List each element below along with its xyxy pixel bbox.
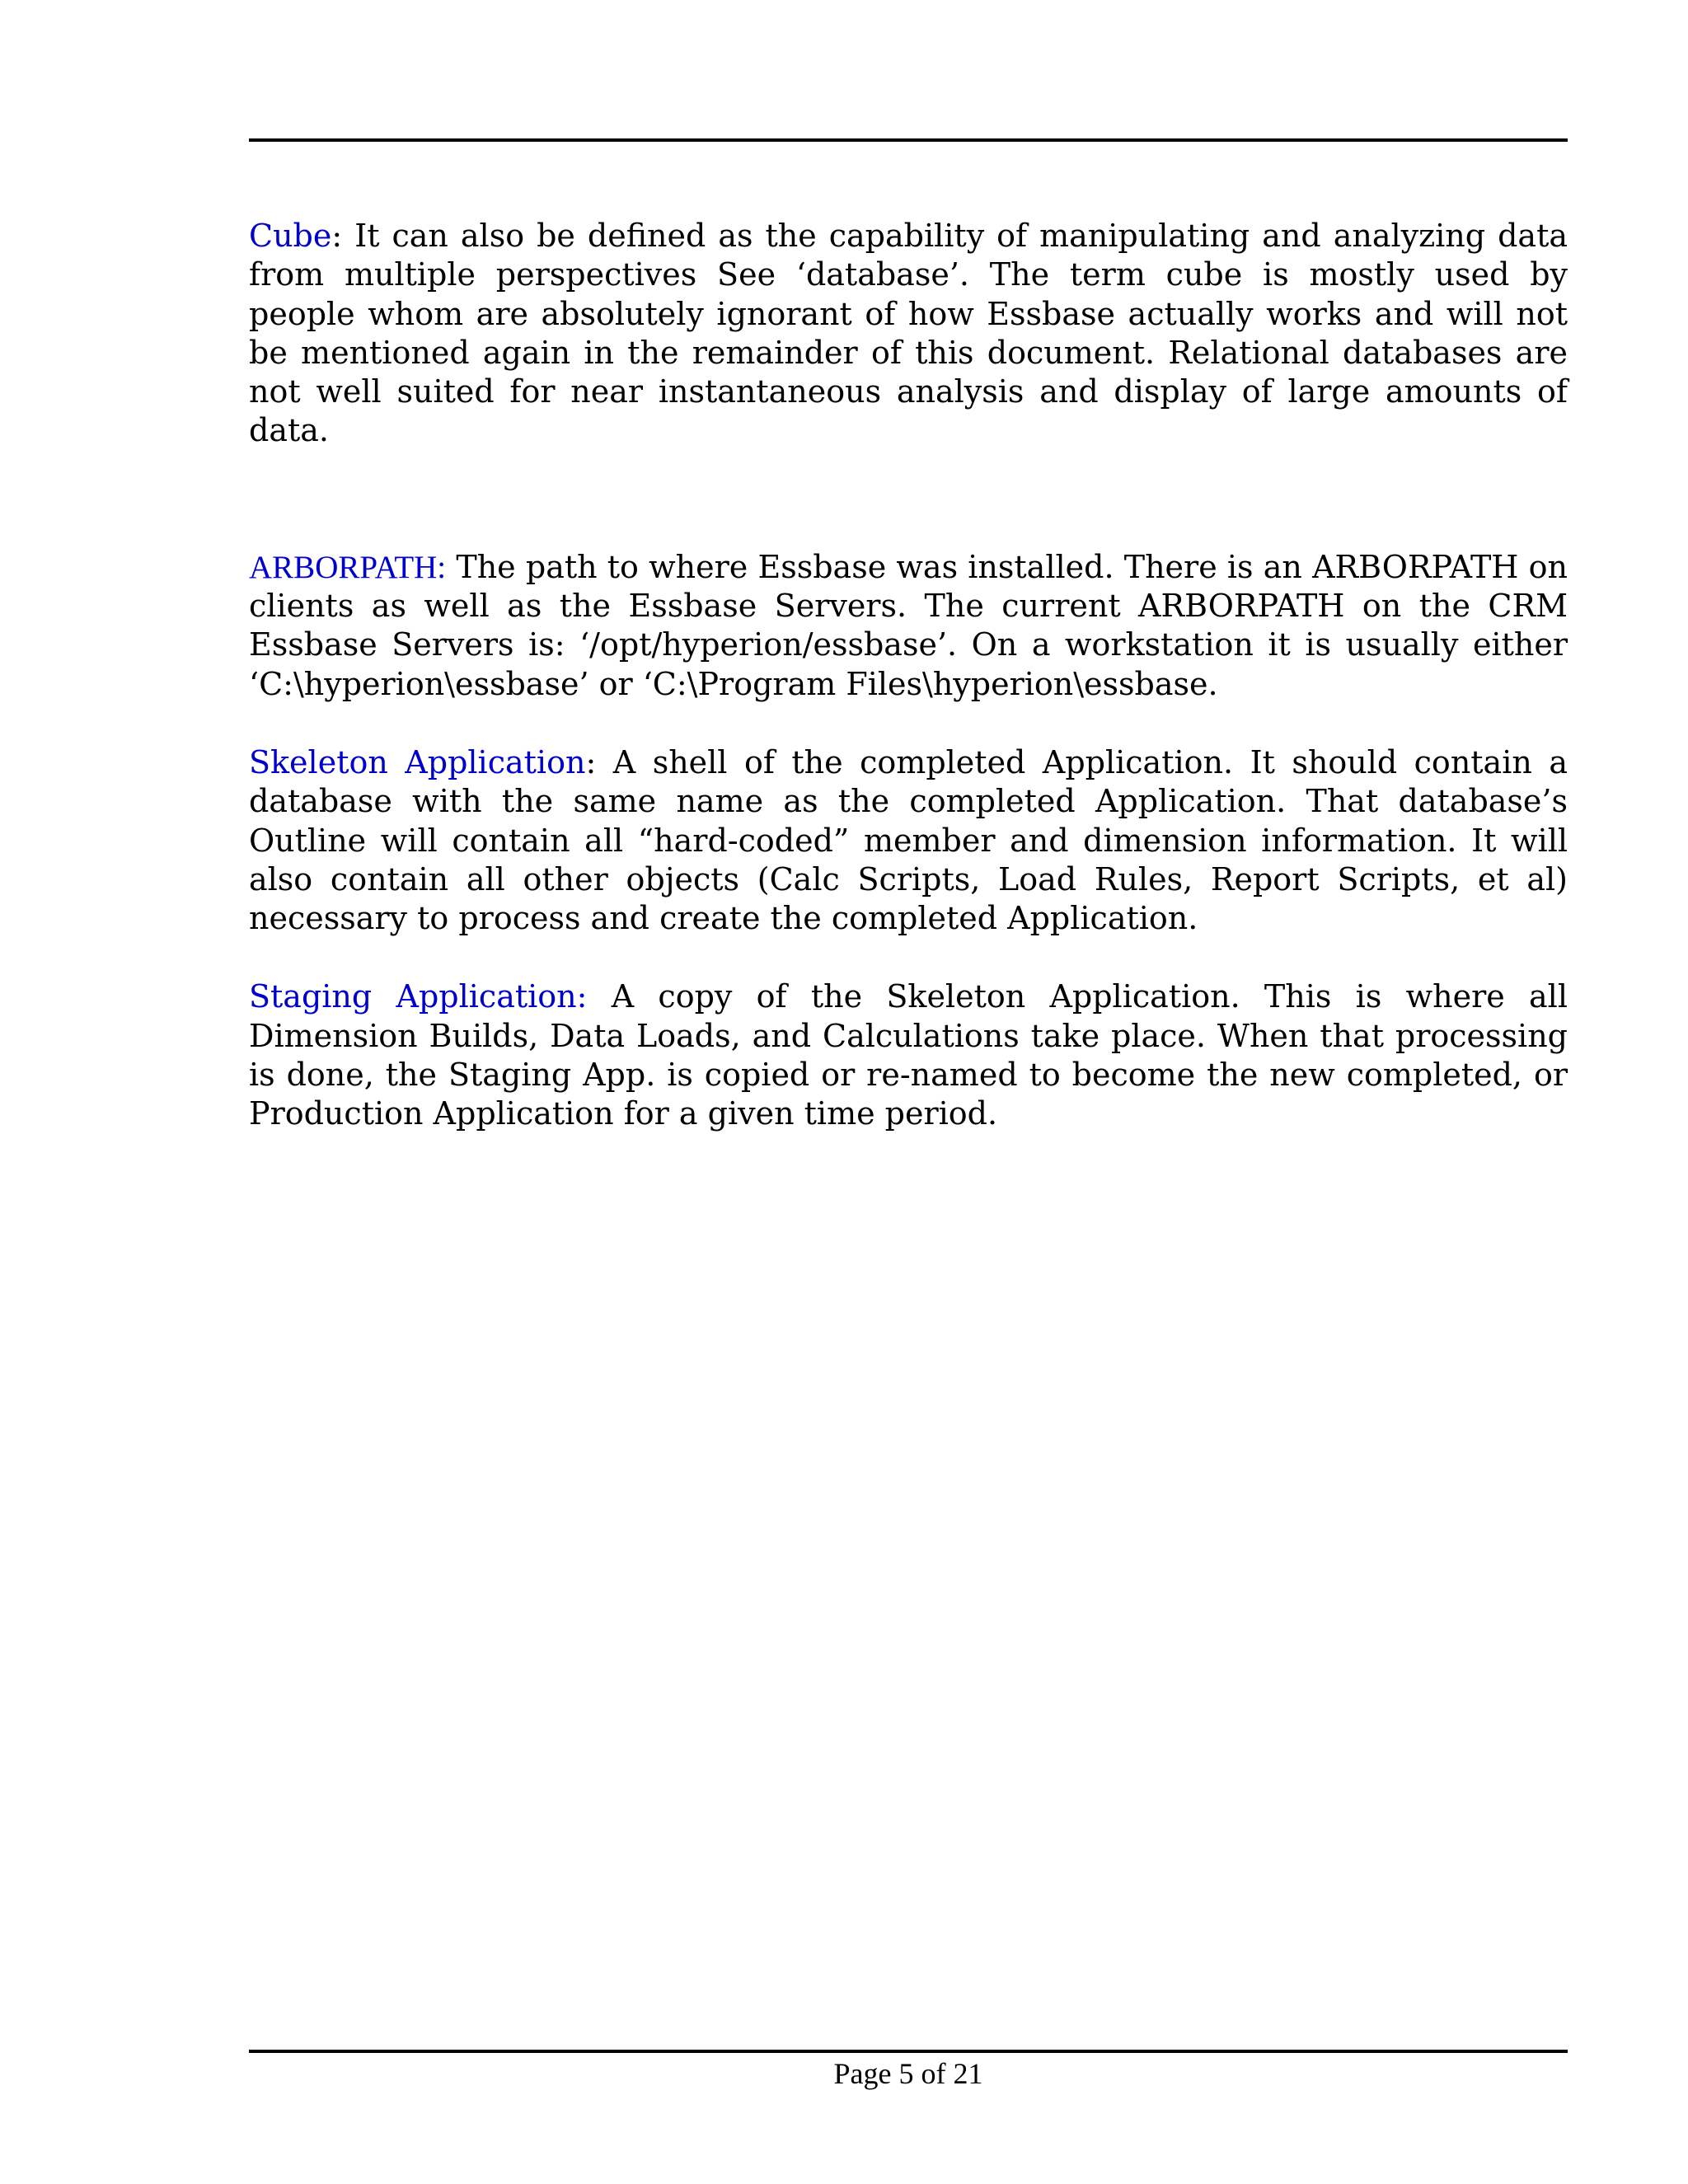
spacer bbox=[249, 704, 1568, 743]
glossary-definition: The path to where Essbase was installed. There is an ARBORPATH on clients as well as the Essbase Servers. The current ARBORPATH on the CRM Essbase Servers is: ‘/opt/hyperion/essbase’. On a workstation it is usually either ‘C:\hyperion\essbase’ or ‘C:\Program Files\hyperion\essbase. bbox=[249, 548, 1568, 702]
glossary-entry-staging-application bbox=[249, 977, 1568, 1133]
term-separator: : bbox=[585, 743, 597, 780]
glossary-term: Staging Application: bbox=[249, 978, 588, 1015]
glossary-entry-cube bbox=[249, 217, 1568, 451]
glossary-term: Cube bbox=[249, 218, 332, 254]
footer-rule bbox=[249, 2050, 1568, 2053]
term-separator: : bbox=[331, 218, 343, 254]
glossary-definition: A copy of the Skeleton Application. This is where all Dimension Builds, Data Loads, and Calculations take place. When that processing is done, the Staging App. is copied or re-named to become the new completed, or Production Application for a given time period. bbox=[249, 978, 1568, 1132]
glossary-definition: It can also be defined as the capability of manipulating and analyzing data from multiple perspectives See ‘database’. The term cube is mostly used by people whom are absolutely ignorant of how Essbase actually works and will not be mentioned again in the remainder of this document. Relational databases are not well suited for near instantaneous analysis and display of large amounts of data. bbox=[249, 218, 1568, 449]
glossary-term: Skeleton Application bbox=[249, 743, 586, 780]
glossary-definition: A shell of the completed Application. It should contain a database with the same name as the completed Application. That database’s Outline will contain all “hard-coded” member and dimension information. It will also contain all other objects (Calc Scripts, Load Rules, Report Scripts, et al) necessary to process and create the completed Application. bbox=[249, 743, 1568, 937]
header-rule bbox=[249, 138, 1568, 142]
page-number: Page 5 of 21 bbox=[833, 2057, 983, 2090]
glossary-content bbox=[249, 217, 1568, 1134]
spacer bbox=[249, 451, 1568, 548]
spacer bbox=[249, 938, 1568, 977]
glossary-entry-arborpath bbox=[249, 548, 1568, 704]
glossary-term: ARBORPATH: bbox=[249, 549, 447, 585]
glossary-entry-skeleton-application bbox=[249, 743, 1568, 938]
